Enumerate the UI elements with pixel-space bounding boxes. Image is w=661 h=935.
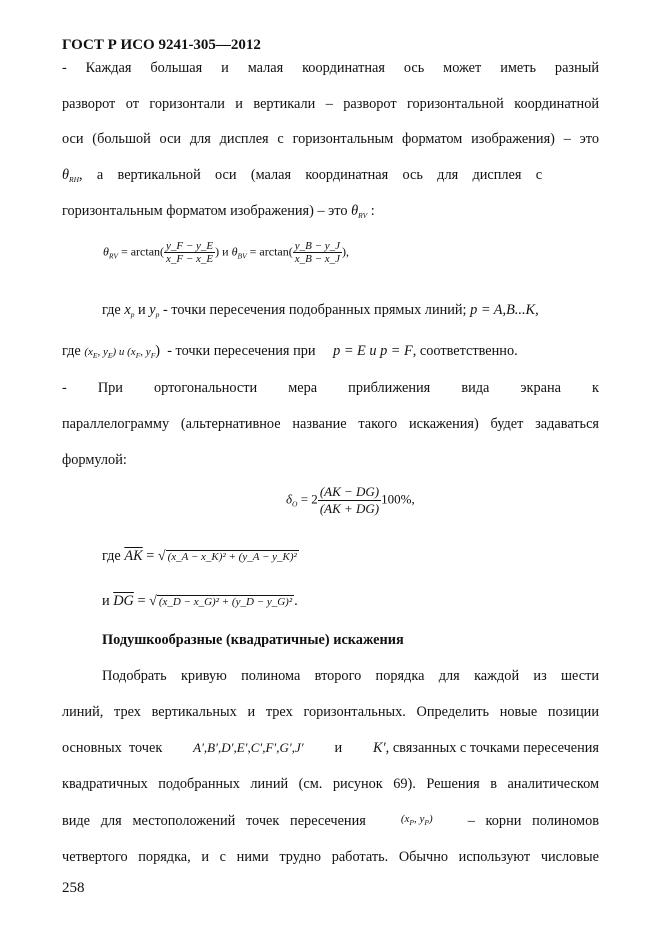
f1-and: и [222, 244, 229, 259]
text-line-8-where: где [62, 343, 81, 359]
text-line-12-where: где [102, 548, 121, 564]
xp-symbol: x [124, 302, 131, 318]
xe-ye: ($x_E$, $y_E$) и ($x_F$, $y_F$ [84, 346, 156, 360]
text-line-7-desc: - точки пересечения подобранных прямых линий; [162, 302, 467, 318]
formula-arctan [103, 240, 349, 265]
delta-sub: O [292, 499, 298, 509]
text-line-2: разворот от горизонтали и вертикали – разворот горизонтальной координатной [62, 96, 599, 112]
f1-numerator: y_F − y_E [166, 240, 214, 252]
text-line-7 [62, 302, 599, 319]
f2-lhs-sub: BV [237, 251, 247, 261]
f1-lhs: θ [103, 244, 109, 259]
f1-fraction [164, 240, 215, 265]
text-line-8 [62, 343, 599, 360]
document-header: ГОСТ Р ИСО 9241-305—2012 [62, 37, 261, 53]
dg-radical: √ [149, 594, 157, 609]
f2-eq: = arctan( [249, 244, 293, 259]
delta-denominator: (AK + DG) [319, 501, 380, 516]
text-line-10: параллелограмму (альтернативное название такого искажения) будет задаваться [62, 416, 599, 432]
delta-lhs: δ [286, 491, 293, 507]
delta-numerator: (AK − DG) [319, 484, 380, 499]
f1-denominator: x_F − x_E [166, 253, 214, 265]
f1-eq: = arctan( [120, 244, 165, 259]
f2-denominator: x_B − x_J [294, 253, 341, 265]
text-line-11: формулой: [62, 452, 127, 468]
para-line-1: Подобрать кривую полинома второго порядка для каждой из шести [102, 668, 599, 684]
text-line-5 [62, 203, 599, 220]
delta-fraction [318, 484, 381, 517]
para-line-3 [62, 740, 599, 757]
para-line-5-end: – корни полиномов [467, 813, 599, 829]
text-line-7-where: где [102, 302, 121, 318]
para-line-2: линий, трех вертикальных и трех горизонтальных. Определить новые позиции [62, 704, 599, 720]
text-line-8-end: , соответственно. [412, 343, 518, 359]
delta-tail: 100%, [381, 491, 415, 507]
text-line-8-desc: ) - точки пересечения при [155, 343, 316, 359]
text-line-4 [62, 167, 599, 184]
yp-symbol: y [149, 302, 156, 318]
page-number: 258 [62, 880, 85, 896]
yp-sub: p [155, 310, 160, 319]
para-line-3-and: и [334, 740, 343, 756]
text-line-13-and: и [102, 593, 110, 609]
text-line-9: - При ортогональности мера приближения вида экрана к [62, 380, 599, 396]
ak-radical: √ [157, 549, 166, 564]
point-k: K′ [373, 740, 386, 756]
xp-yp-pair: ($x_P$, $y_P$) [400, 813, 433, 827]
para-line-6: четвертого порядка, и с ними трудно работать. Обычно используют числовые [62, 849, 599, 865]
para-line-3-start: основных точек [62, 740, 163, 756]
section-heading: Подушкообразные (квадратичные) искажения [102, 632, 404, 648]
dg-label: $\overline{DG}$ [113, 593, 134, 609]
para-line-5 [62, 813, 599, 830]
ak-eq: = [146, 548, 155, 564]
ak-label: $\overline{AK}$ [124, 548, 143, 564]
theta-rh-subscript: RH [69, 175, 80, 184]
ak-expression: (x_A − x_K)² + (y_A − y_K)² [167, 551, 297, 563]
theta-rv-subscript: RV [358, 211, 368, 220]
xp-sub: p [130, 310, 135, 319]
text-line-1: - Каждая большая и малая координатная ось может иметь разный [62, 60, 599, 76]
dg-expression: (x_D − x_G)² + (y_D − y_G)² [158, 596, 293, 608]
p-equals-e-f: p = E и p = F [333, 343, 413, 359]
f1-lhs-sub: RV [108, 251, 118, 261]
p-range: p = A,B...K, [470, 302, 539, 318]
text-line-3: оси (большой оси для дисплея с горизонтальным форматом изображения) – это [62, 131, 599, 147]
f2-lhs: θ [231, 244, 238, 259]
text-line-4-rest: , а вертикальной оси (малая координатная ось для дисплея с [79, 167, 543, 183]
dg-tail: . [294, 593, 298, 609]
f2-close: ), [342, 244, 350, 259]
para-line-4: квадратичных подобранных линий (см. рисунок 69). Решения в аналитическом [62, 776, 599, 792]
para-line-5-start: виде для местоположений точек пересечения [62, 813, 366, 829]
text-line-13 [62, 593, 599, 610]
theta-rh-symbol: θ [62, 167, 70, 183]
theta-rv-symbol: θ [351, 203, 359, 219]
f2-numerator: y_B − y_J [294, 240, 341, 252]
and-word: и [138, 302, 146, 318]
text-line-5-start: горизонтальным форматом изображения) – это [62, 203, 348, 219]
delta-eq: = 2 [300, 491, 318, 507]
para-line-3-end: , связанных с точками пересечения [385, 740, 599, 756]
formula-delta [286, 484, 415, 517]
dg-eq: = [137, 593, 146, 609]
points-list: A′,B′,D′,E′,C′,F′,G′,J′ [193, 740, 304, 755]
colon: : [370, 203, 375, 219]
f2-fraction [293, 240, 342, 265]
text-line-12 [62, 548, 599, 565]
f1-close: ) [215, 244, 220, 259]
